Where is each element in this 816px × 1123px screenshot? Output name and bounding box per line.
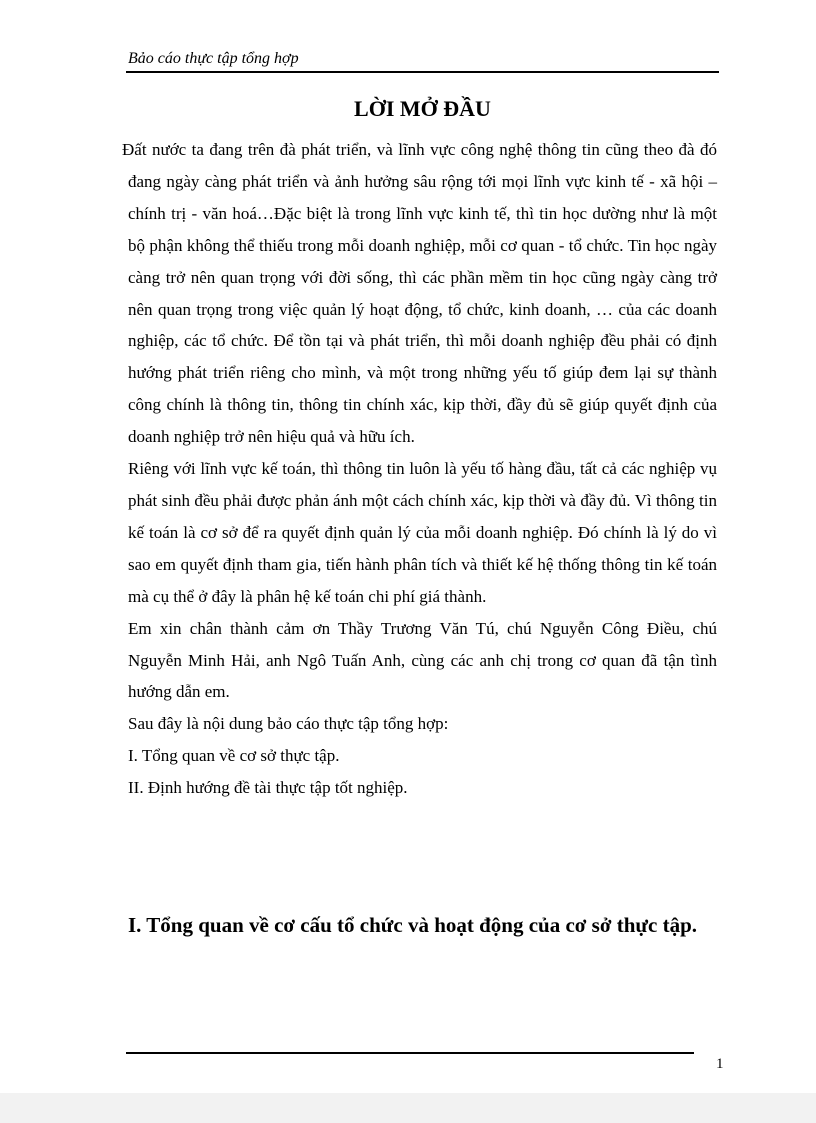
header-rule (126, 71, 719, 73)
section-heading: I. Tổng quan về cơ cấu tổ chức và hoạt động của cơ sở thực tập. (128, 913, 697, 937)
page-title: LỜI MỞ ĐẦU (354, 96, 491, 121)
page-bottom-margin (0, 1093, 816, 1123)
footer-rule (126, 1052, 694, 1054)
paragraph-contents-intro: Sau đây là nội dung bảo cáo thực tập tổng hợp: (128, 714, 449, 734)
paragraph-accounting: Riêng với lĩnh vực kế toán, thì thông tin luôn là yếu tố hàng đầu, tất cả các nghiệp vụ phát sinh đều phải được phản ánh một cách chính xác, kịp thời và đầy đủ. Vì thông tin kế toán là cơ sở để ra quyết định quản lý của mỗi doanh nghiệp. Đó chính là lý do vì sao em quyết định tham gia, tiến hành phân tích và thiết kế hệ thống thông tin kế toán mà cụ thể ở đây là phân hệ kế toán chi phí giá thành. (128, 459, 717, 606)
contents-item-2: II. Định hướng đề tài thực tập tốt nghiệp. (128, 778, 408, 798)
paragraph-intro: Đất nước ta đang trên đà phát triển, và lĩnh vực công nghệ thông tin cũng theo đà đó đang ngày càng phát triển và ảnh hưởng sâu rộng tới mọi lĩnh vực kinh tế - xã hội – chính trị - văn hoá…Đặc biệt là trong lĩnh vực kinh tế, thì tin học dường như là một bộ phận không thể thiếu trong mỗi doanh nghiệp, mỗi cơ quan - tổ chức. Tin học ngày càng trở nên quan trọng với đời sống, thì các phần mềm tin học cũng ngày càng trở nên quan trọng trong việc quản lý hoạt động, tổ chức, kinh doanh, … của các doanh nghiệp, các tổ chức. Để tồn tại và phát triển, thì mỗi doanh nghiệp đều phải có định hướng phát triển riêng cho mình, và một trong những yếu tố giúp đem lại sự thành công chính là thông tin, thông tin chính xác, kịp thời, đầy đủ sẽ giúp quyết định của doanh nghiệp trở nên hiệu quả và hữu ích. (122, 140, 717, 447)
body-text (122, 134, 717, 804)
paragraph-thanks: Em xin chân thành cảm ơn Thầy Trương Văn Tú, chú Nguyễn Công Điều, chú Nguyễn Minh Hải, anh Ngô Tuấn Anh, cùng các anh chị trong cơ quan đã tận tình hướng dẫn em. (128, 618, 717, 702)
page-number: 1 (716, 1056, 724, 1072)
running-header: Bảo cáo thực tập tổng hợp (128, 50, 299, 67)
contents-item-1: I. Tổng quan về cơ sở thực tập. (128, 746, 340, 766)
